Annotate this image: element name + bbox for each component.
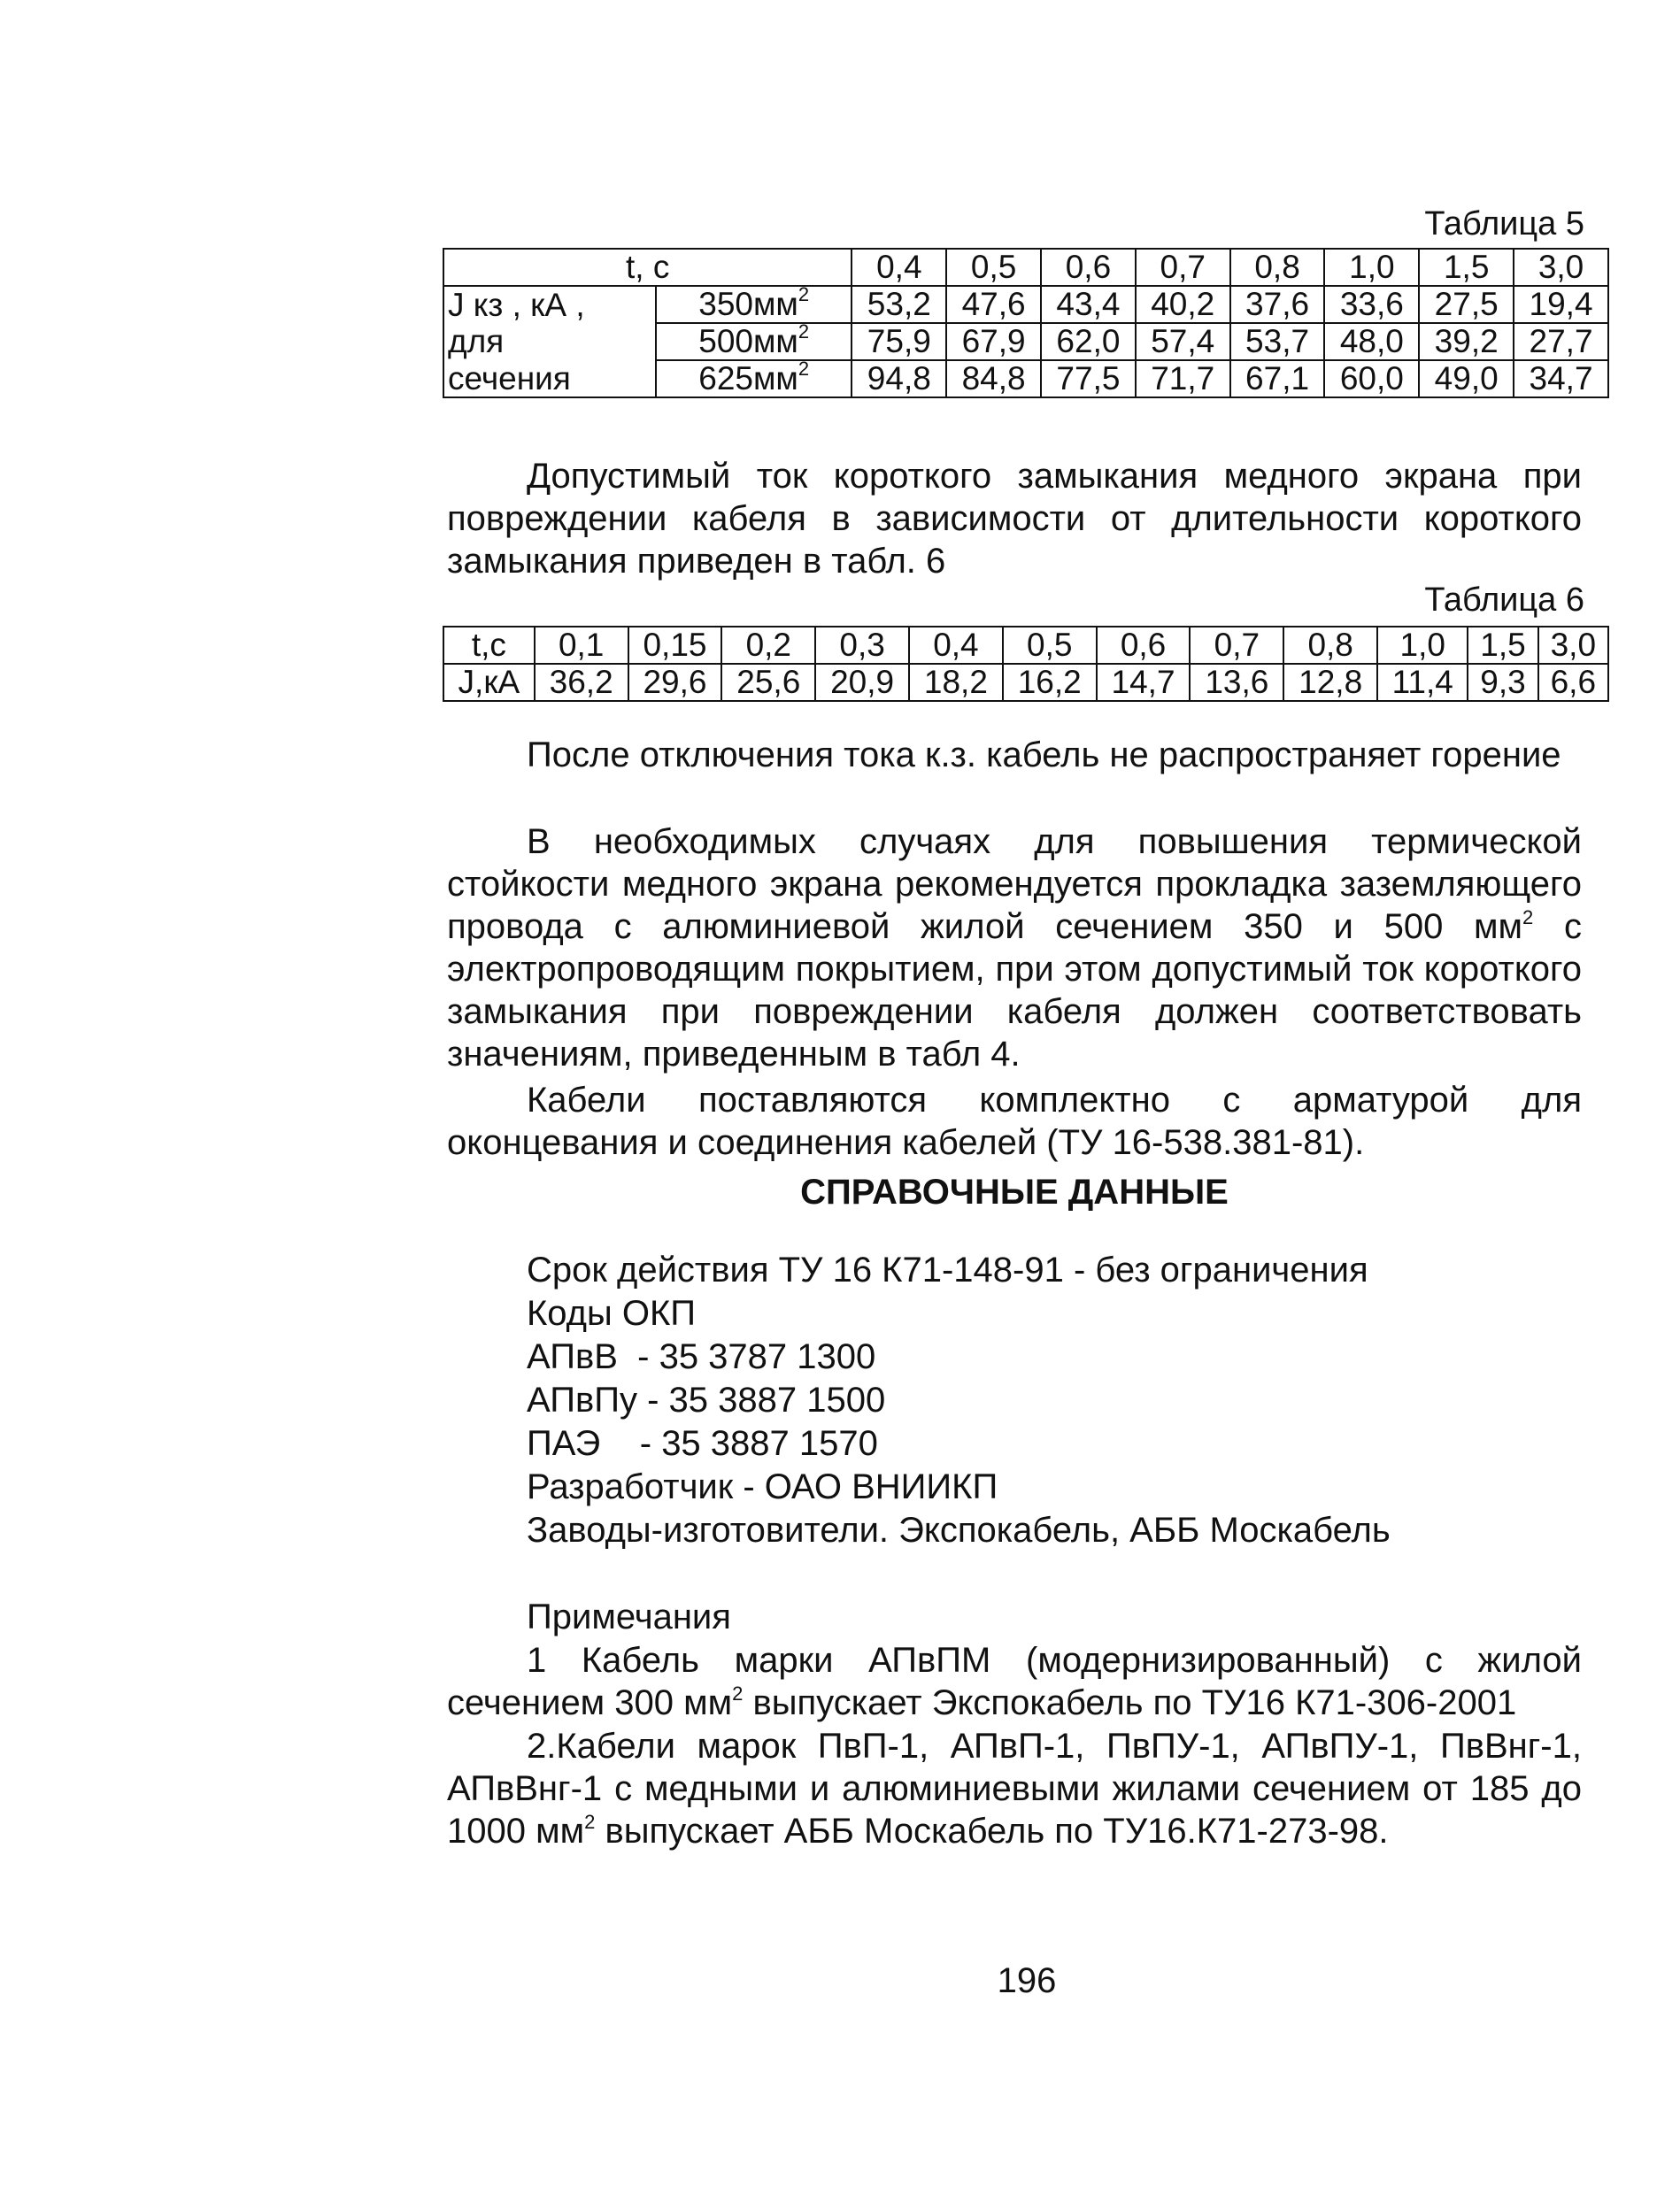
note-1: 1 Кабель марки АПвПМ (модернизированный) с жилой сечением 300 $мм^2$ выпускает Экспокабель по ТУ16 К71-306-2001 [447,1641,1582,1722]
table5-cell: 34,7 [1514,360,1608,397]
table6-cell: 11,4 [1377,664,1468,701]
table5-row-label: для [443,323,656,360]
table5-cell: 67,1 [1230,360,1325,397]
table6-time: 0,2 [721,627,815,664]
reference-line: Срок действия ТУ 16 К71-148-91 - без ограничения [527,1251,1368,1290]
table5-cell: 62,0 [1041,323,1136,360]
table5-cell: 75,9 [852,323,946,360]
table6-time: 0,4 [909,627,1003,664]
table5-cell: 37,6 [1230,286,1325,323]
table5-time: 0,6 [1041,249,1136,286]
table5-cell: 84,8 [946,360,1041,397]
table6-cell: 18,2 [909,664,1003,701]
paragraph-supply: Кабели поставляются комплектно с арматурой для оконцевания и соединения кабелей (ТУ 16-538.381-81). [447,1081,1582,1162]
table6-cell: 20,9 [815,664,909,701]
table5-section: $350мм^2$ [656,286,852,323]
table5-cell: 53,7 [1230,323,1325,360]
table5-section: $625мм^2$ [656,360,852,397]
table5-cell: 49,0 [1419,360,1514,397]
table5-cell: 27,7 [1514,323,1608,360]
table5-header-label: t, c [443,249,852,286]
reference-line: АПвПу - 35 3887 1500 [527,1381,886,1420]
table6-cell: 6,6 [1538,664,1608,701]
table-row [443,360,1608,397]
paragraph-short-circuit-current: Допустимый ток короткого замыкания медного экрана при повреждении кабеля в зависимости от длительности короткого замыкания приведен в табл. 6 [447,457,1582,581]
table5-cell: 71,7 [1136,360,1230,397]
reference-data [527,1249,1391,1552]
reference-line: АПвВ - 35 3787 1300 [527,1337,876,1376]
table6-time: 0,5 [1003,627,1097,664]
table6-cell: 12,8 [1283,664,1377,701]
table5-header-row [443,249,1608,286]
table6-cell: 13,6 [1190,664,1283,701]
table6-time: 0,15 [628,627,722,664]
table5-cell: 40,2 [1136,286,1230,323]
table6-time: 0,8 [1283,627,1377,664]
table5 [443,248,1609,398]
table6-cell: 25,6 [721,664,815,701]
table5-row-label: J кз , кА , [443,286,656,323]
table5-time: 0,5 [946,249,1041,286]
table5-cell: 60,0 [1324,360,1419,397]
table5-time: 3,0 [1514,249,1608,286]
table5-cell: 67,9 [946,323,1041,360]
table6-cell: 29,6 [628,664,722,701]
reference-line: Разработчик - ОАО ВНИИКП [527,1467,998,1506]
table6-time: 0,3 [815,627,909,664]
table5-section: $500мм^2$ [656,323,852,360]
table6-t-label: t,c [443,627,535,664]
table6-cell: 16,2 [1003,664,1097,701]
table6 [443,626,1609,702]
table-row [443,627,1608,664]
table5-time: 0,4 [852,249,946,286]
table6-cell: 14,7 [1097,664,1191,701]
note-2: 2.Кабели марок ПвП-1, АПвП-1, ПвПУ-1, АПвПУ-1, ПвВнг-1, АПвВнг-1 с медными и алюминиевыми жилами сечением от 185 до 1000 $мм^2$ выпускает АББ Москабель по ТУ16.К71-273-98. [447,1727,1582,1851]
reference-line: Коды ОКП [527,1294,697,1333]
reference-line: Заводы-изготовители. Экспокабель, АББ Москабель [527,1511,1391,1550]
table5-cell: 43,4 [1041,286,1136,323]
table5-caption: Таблица 5 [1424,205,1584,243]
table6-j-label: J,кА [443,664,535,701]
table5-cell: 19,4 [1514,286,1608,323]
table5-cell: 94,8 [852,360,946,397]
table6-time: 1,5 [1468,627,1537,664]
table6-time: 0,1 [535,627,628,664]
paragraph-no-burning: После отключения тока к.з. кабель не распространяет горение [527,735,1561,774]
table5-cell: 47,6 [946,286,1041,323]
reference-line: ПАЭ - 35 3887 1570 [527,1424,878,1463]
table6-cell: 9,3 [1468,664,1537,701]
table5-cell: 27,5 [1419,286,1514,323]
table-row [443,323,1608,360]
table5-cell: 57,4 [1136,323,1230,360]
table5-time: 0,7 [1136,249,1230,286]
page-number: 196 [997,1961,1057,2000]
table6-cell: 36,2 [535,664,628,701]
table5-cell: 33,6 [1324,286,1419,323]
table-row [443,664,1608,701]
table5-cell: 48,0 [1324,323,1419,360]
table6-time: 0,6 [1097,627,1191,664]
table6-time: 1,0 [1377,627,1468,664]
table5-cell: 39,2 [1419,323,1514,360]
table5-cell: 53,2 [852,286,946,323]
table5-time: 0,8 [1230,249,1325,286]
section-heading: СПРАВОЧНЫЕ ДАННЫЕ [800,1173,1229,1212]
table5-time: 1,5 [1419,249,1514,286]
paragraph-grounding-wire: В необходимых случаях для повышения термической стойкости медного экрана рекомендуется прокладка заземляющего провода с алюминиевой жилой сечением 350 и 500 $мм^2$ с электропроводящим покрытием, при этом допустимый ток короткого замыкания при повреждении кабеля должен соответствовать значениям, приведенным в табл 4. [447,822,1582,1074]
table6-caption: Таблица 6 [1424,581,1584,619]
table-row [443,286,1608,323]
table6-time: 3,0 [1538,627,1608,664]
notes-title: Примечания [527,1598,731,1636]
table6-time: 0,7 [1190,627,1283,664]
table5-cell: 77,5 [1041,360,1136,397]
table5-row-label: сечения [443,360,656,397]
table5-time: 1,0 [1324,249,1419,286]
